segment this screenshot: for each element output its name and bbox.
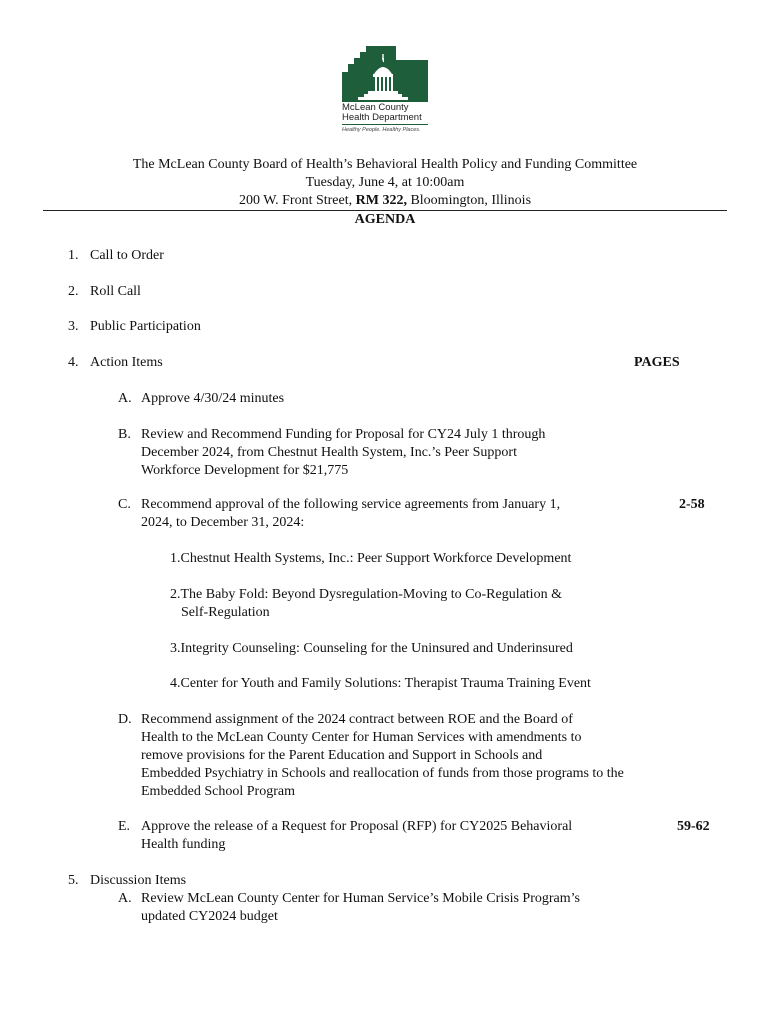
agreement-2-line1: 2.The Baby Fold: Beyond Dysregulation-Moving to Co-Regulation & bbox=[170, 587, 562, 602]
action-c-pages: 2-58 bbox=[679, 497, 705, 512]
logo-tagline: Healthy People. Healthy Places. bbox=[342, 127, 421, 133]
item-4-number: 4. bbox=[68, 355, 79, 370]
location-street: 200 W. Front Street, bbox=[238, 193, 356, 208]
action-b-line1: Review and Recommend Funding for Proposal for CY24 July 1 through bbox=[141, 427, 546, 442]
action-c-letter: C. bbox=[118, 497, 131, 512]
discussion-a-line1: Review McLean County Center for Human Service’s Mobile Crisis Program’s bbox=[141, 891, 580, 906]
item-2-label: Roll Call bbox=[90, 284, 141, 299]
health-department-logo bbox=[338, 44, 433, 140]
action-b-letter: B. bbox=[118, 427, 131, 442]
item-5-number: 5. bbox=[68, 873, 79, 888]
agreement-2-line2: Self-Regulation bbox=[181, 605, 270, 620]
action-d-line2: Health to the McLean County Center for Human Services with amendments to bbox=[141, 730, 582, 745]
logo-org-line1: McLean County bbox=[342, 102, 409, 113]
discussion-a-text bbox=[141, 890, 580, 926]
action-e-line1: Approve the release of a Request for Proposal (RFP) for CY2025 Behavioral bbox=[141, 819, 573, 834]
item-1-number: 1. bbox=[68, 248, 79, 263]
action-d-text bbox=[141, 711, 624, 801]
agenda-title: AGENDA bbox=[354, 212, 416, 227]
action-e-text bbox=[141, 818, 572, 854]
agreement-3: 3.Integrity Counseling: Counseling for the Uninsured and Underinsured bbox=[170, 641, 573, 656]
item-3-number: 3. bbox=[68, 319, 79, 334]
agreement-4: 4.Center for Youth and Family Solutions: Therapist Trauma Training Event bbox=[170, 676, 591, 691]
action-d-line5: Embedded School Program bbox=[141, 784, 295, 799]
action-a-letter: A. bbox=[118, 391, 132, 406]
logo-org-name bbox=[342, 103, 422, 123]
item-4-label: Action Items bbox=[90, 355, 163, 370]
action-d-line3: remove provisions for the Parent Education and Support in Schools and bbox=[141, 748, 543, 763]
action-e-letter: E. bbox=[118, 819, 131, 834]
discussion-a-line2: updated CY2024 budget bbox=[141, 909, 278, 924]
action-c-line2: 2024, to December 31, 2024: bbox=[141, 515, 305, 530]
location-city: Bloomington, Illinois bbox=[406, 193, 532, 208]
agreement-1: 1.Chestnut Health Systems, Inc.: Peer Support Workforce Development bbox=[170, 551, 572, 566]
meeting-title: The McLean County Board of Health’s Behavioral Health Policy and Funding Committee bbox=[132, 157, 638, 172]
logo-org-line2: Health Department bbox=[342, 112, 422, 123]
action-e-line2: Health funding bbox=[141, 837, 226, 852]
item-1-label: Call to Order bbox=[90, 248, 164, 263]
discussion-a-letter: A. bbox=[118, 891, 132, 906]
item-5-label: Discussion Items bbox=[90, 873, 187, 888]
action-a-text: Approve 4/30/24 minutes bbox=[141, 391, 285, 406]
action-c-text bbox=[141, 496, 560, 532]
action-e-pages: 59-62 bbox=[677, 819, 710, 834]
action-b-line3: Workforce Development for $21,775 bbox=[141, 463, 349, 478]
meeting-location bbox=[0, 192, 770, 210]
action-b-text bbox=[141, 426, 545, 480]
item-2-number: 2. bbox=[68, 284, 79, 299]
action-b-line2: December 2024, from Chestnut Health System, Inc.’s Peer Support bbox=[141, 445, 517, 460]
action-d-line4: Embedded Psychiatry in Schools and reallocation of funds from those programs to the bbox=[141, 766, 624, 781]
action-c-line1: Recommend approval of the following service agreements from January 1, bbox=[141, 497, 561, 512]
action-d-line1: Recommend assignment of the 2024 contract between ROE and the Board of bbox=[141, 712, 573, 727]
pages-column-header: PAGES bbox=[634, 355, 680, 370]
meeting-date: Tuesday, June 4, at 10:00am bbox=[305, 175, 465, 190]
logo-divider bbox=[342, 124, 428, 125]
item-3-label: Public Participation bbox=[90, 319, 201, 334]
location-room: RM 322, bbox=[355, 193, 407, 208]
capitol-building-icon bbox=[338, 44, 433, 104]
action-d-letter: D. bbox=[118, 712, 132, 727]
